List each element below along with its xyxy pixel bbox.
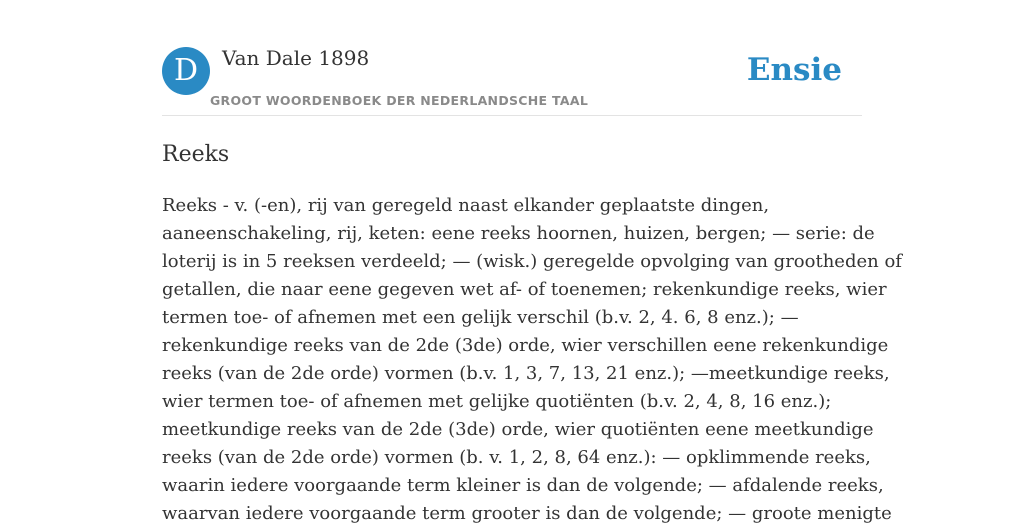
ensie-logo[interactable]: Ensie [746,52,842,88]
definition-line: aaneenschakeling, rij, keten: eene reeks hoornen, huizen, bergen; — serie: de [162,223,875,244]
entry-title: Reeks [162,142,230,167]
definition-line: getallen, die naar eene gegeven wet af- of toenemen; rekenkundige reeks, wier [162,279,887,300]
definition-line: termen toe- of afnemen met een gelijk verschil (b.v. 2, 4. 6, 8 enz.); — [162,307,799,328]
entry-definition [162,192,902,528]
source-avatar: D [162,47,210,95]
definition-line: waarin iedere voorgaande term kleiner is dan de volgende; — afdalende reeks, [162,475,884,496]
header-divider [162,115,862,116]
definition-line: rekenkundige reeks van de 2de (3de) orde, wier verschillen eene rekenkundige [162,335,889,356]
definition-line: reeks (van de 2de orde) vormen (b. v. 1, 2, 8, 64 enz.): — opklimmende reeks, [162,447,871,468]
source-subtitle: GROOT WOORDENBOEK DER NEDERLANDSCHE TAAL [210,93,589,108]
definition-line: Reeks - v. (-en), rij van geregeld naast elkander geplaatste dingen, [162,195,770,216]
definition-line: wier termen toe- of afnemen met gelijke quotiënten (b.v. 2, 4, 8, 16 enz.); [162,391,832,412]
source-title[interactable]: Van Dale 1898 [222,46,370,70]
definition-line: waarvan iedere voorgaande term grooter is dan de volgende; — groote menigte [162,503,892,524]
definition-line: loterij is in 5 reeksen verdeeld; — (wisk.) geregelde opvolging van grootheden of [162,251,902,272]
definition-line: meetkundige reeks van de 2de (3de) orde, wier quotiënten eene meetkundige [162,419,874,440]
definition-line: reeks (van de 2de orde) vormen (b.v. 1, 3, 7, 13, 21 enz.); —meetkundige reeks, [162,363,890,384]
